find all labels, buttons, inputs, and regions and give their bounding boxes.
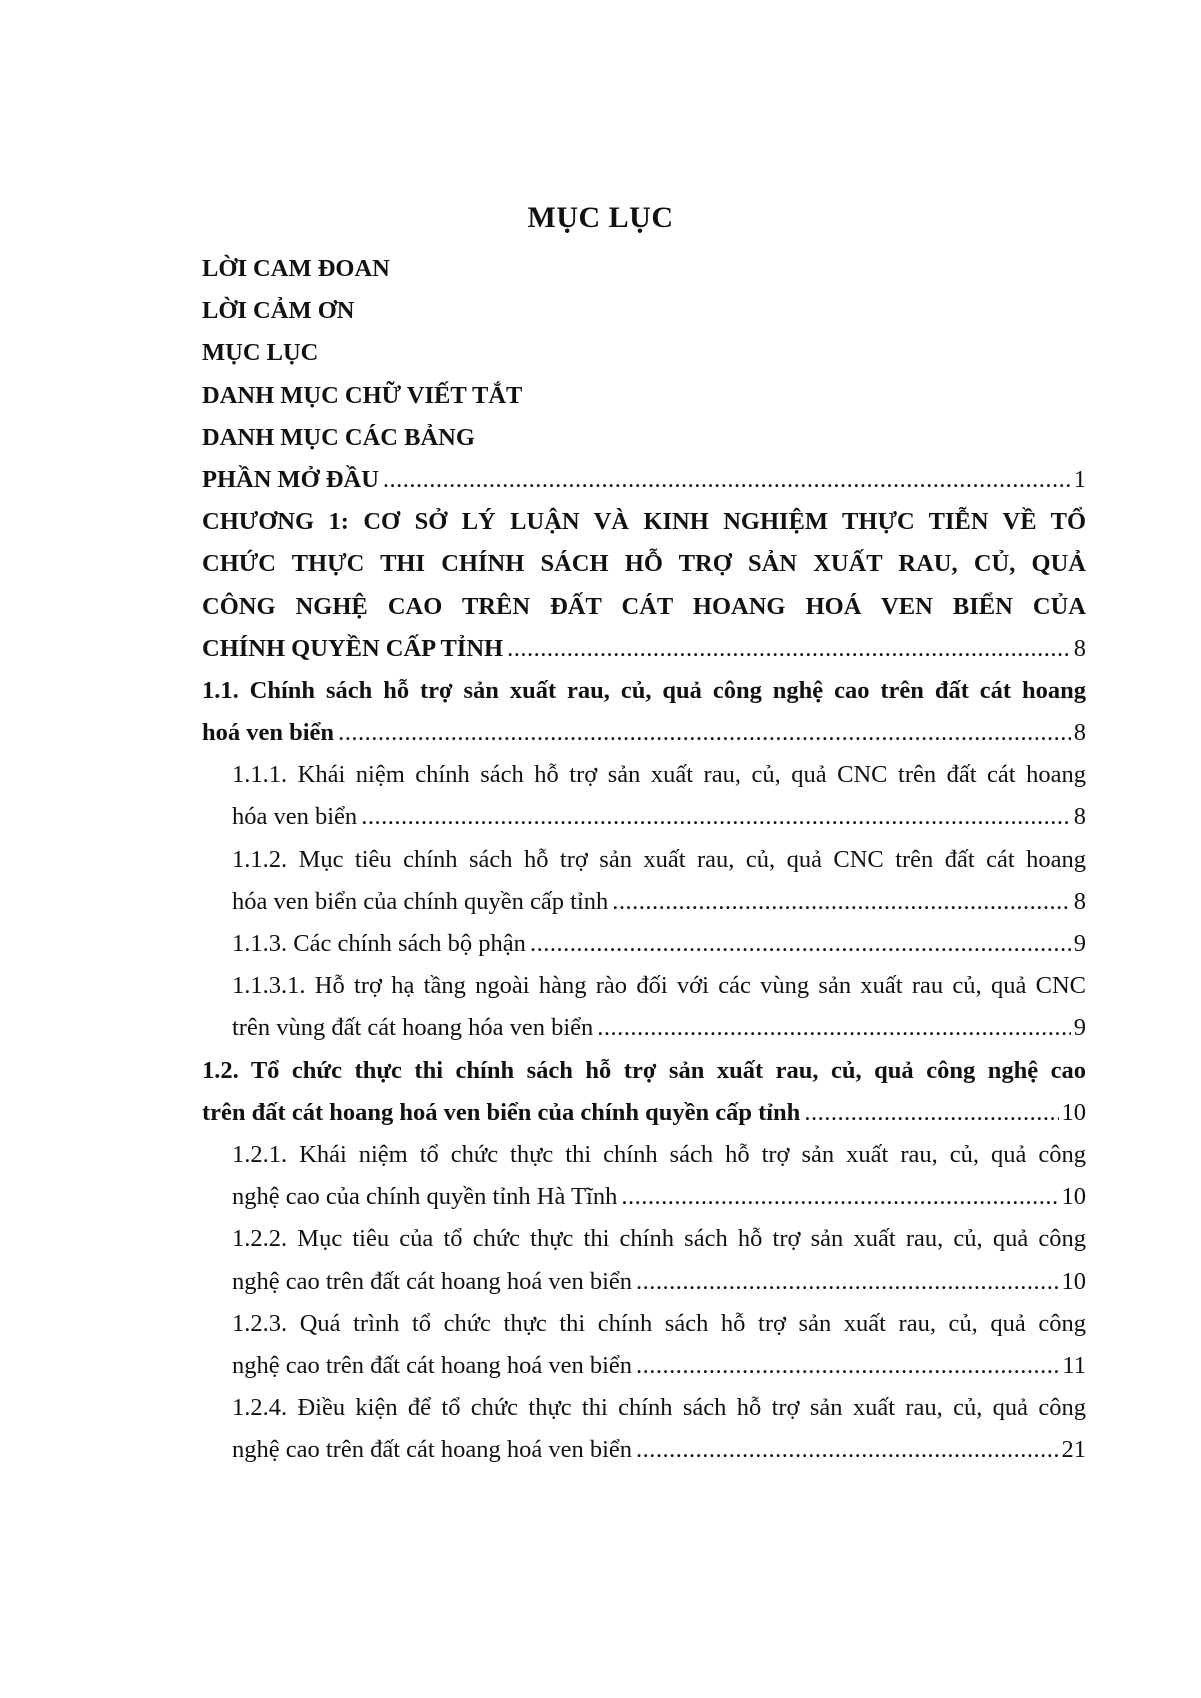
dot-leader	[597, 1007, 1070, 1049]
toc-page-number: 9	[1073, 1014, 1086, 1042]
toc-chapter-1-line-2: CHỨC THỰC THI CHÍNH SÁCH HỖ TRỢ SẢN XUẤT RAU, CỦ, QUẢ	[202, 550, 1086, 578]
toc-page-number: 8	[1073, 719, 1086, 747]
dot-leader	[636, 1261, 1058, 1303]
toc-section-1-1-line-1: 1.1. Chính sách hỗ trợ sản xuất rau, củ, quả công nghệ cao trên đất cát hoang	[202, 676, 1086, 704]
dot-leader	[612, 881, 1071, 923]
toc-page-number: 8	[1073, 634, 1086, 662]
toc-entry-text: hóa ven biển	[232, 803, 358, 831]
toc-entry-text: nghệ cao trên đất cát hoang hoá ven biển	[232, 1267, 633, 1295]
toc-page-number: 10	[1061, 1098, 1086, 1126]
toc-section-1-2-2-line-1: 1.2.2. Mục tiêu của tổ chức thực thi chính sách hỗ trợ sản xuất rau, củ, quả công	[232, 1225, 1086, 1253]
dot-leader	[804, 1092, 1058, 1134]
toc-section-1-1-2-line-1: 1.1.2. Mục tiêu chính sách hỗ trợ sản xuất rau, củ, quả CNC trên đất cát hoang	[232, 845, 1086, 873]
dot-leader	[530, 923, 1071, 965]
toc-entry-text: PHẦN MỞ ĐẦU	[202, 465, 379, 493]
dot-leader	[621, 1176, 1058, 1218]
toc-page-number: 21	[1061, 1436, 1086, 1464]
toc-section-1-2-4-line-2	[202, 1429, 1086, 1471]
toc-chapter-1-line-3: CÔNG NGHỆ CAO TRÊN ĐẤT CÁT HOANG HOÁ VEN BIỂN CỦA	[202, 592, 1086, 620]
toc-entry-text: hóa ven biển của chính quyền cấp tỉnh	[232, 887, 609, 915]
toc-chapter-1-line-4	[202, 628, 1086, 670]
toc-section-1-2-4-line-1: 1.2.4. Điều kiện để tổ chức thực thi chính sách hỗ trợ sản xuất rau, củ, quả công	[232, 1394, 1086, 1422]
toc-page-number: 1	[1073, 465, 1086, 493]
table-of-contents	[202, 248, 1086, 1471]
toc-entry-danh-muc-cac-bang: DANH MỤC CÁC BẢNG	[202, 423, 475, 451]
toc-section-1-1-2-line-2	[202, 881, 1086, 923]
dot-leader	[507, 628, 1071, 670]
dot-leader	[636, 1429, 1058, 1471]
toc-section-1-2-3-line-1: 1.2.3. Quá trình tổ chức thực thi chính sách hỗ trợ sản xuất rau, củ, quả công	[232, 1309, 1086, 1337]
toc-entry-text: trên vùng đất cát hoang hóa ven biển	[232, 1014, 594, 1042]
toc-section-1-2-line-1: 1.2. Tổ chức thực thi chính sách hỗ trợ sản xuất rau, củ, quả công nghệ cao	[202, 1056, 1086, 1084]
toc-entry-muc-luc: MỤC LỤC	[202, 339, 319, 367]
toc-section-1-1-3	[202, 923, 1086, 965]
toc-section-1-1-line-2	[202, 712, 1086, 754]
dot-leader	[361, 796, 1071, 838]
toc-entry-loi-cam-doan: LỜI CAM ĐOAN	[202, 255, 390, 282]
toc-section-1-1-1-line-1: 1.1.1. Khái niệm chính sách hỗ trợ sản xuất rau, củ, quả CNC trên đất cát hoang	[232, 761, 1086, 789]
toc-page-number: 8	[1073, 803, 1086, 831]
toc-page-number: 8	[1073, 887, 1086, 915]
toc-section-1-2-1-line-2	[202, 1176, 1086, 1218]
toc-page-number: 10	[1061, 1267, 1086, 1295]
toc-entry-loi-cam-on: LỜI CẢM ƠN	[202, 297, 355, 325]
dot-leader	[636, 1345, 1059, 1387]
toc-section-1-1-3-1-line-2	[202, 1007, 1086, 1049]
toc-entry-text: nghệ cao của chính quyền tỉnh Hà Tĩnh	[232, 1183, 618, 1211]
toc-section-1-2-2-line-2	[202, 1261, 1086, 1303]
page-title: MỤC LỤC	[527, 201, 674, 234]
toc-entry-text: hoá ven biển	[202, 719, 335, 747]
toc-entry-text: nghệ cao trên đất cát hoang hoá ven biển	[232, 1351, 633, 1379]
toc-entry-text: CHÍNH QUYỀN CẤP TỈNH	[202, 634, 504, 662]
dot-leader	[383, 459, 1071, 501]
toc-section-1-1-3-1-line-1: 1.1.3.1. Hỗ trợ hạ tầng ngoài hàng rào đối với các vùng sản xuất rau củ, quả CNC	[232, 972, 1086, 1000]
toc-section-1-2-1-line-1: 1.2.1. Khái niệm tổ chức thực thi chính sách hỗ trợ sản xuất rau, củ, quả công	[232, 1140, 1086, 1168]
toc-page-number: 10	[1061, 1183, 1086, 1211]
toc-section-1-2-3-line-2	[202, 1345, 1086, 1387]
toc-section-1-2-line-2	[202, 1092, 1086, 1134]
toc-entry-phan-mo-dau	[202, 459, 1086, 501]
toc-entry-text: 1.1.3. Các chính sách bộ phận	[232, 930, 526, 957]
dot-leader	[338, 712, 1071, 754]
toc-entry-text: trên đất cát hoang hoá ven biển của chính quyền cấp tỉnh	[202, 1098, 801, 1126]
toc-entry-danh-muc-chu-viet-tat: DANH MỤC CHỮ VIẾT TẮT	[202, 381, 523, 409]
toc-page-number: 9	[1073, 930, 1086, 957]
toc-entry-text: nghệ cao trên đất cát hoang hoá ven biển	[232, 1436, 633, 1464]
toc-chapter-1-line-1: CHƯƠNG 1: CƠ SỞ LÝ LUẬN VÀ KINH NGHIỆM THỰC TIỄN VỀ TỔ	[202, 508, 1086, 536]
toc-section-1-1-1-line-2	[202, 796, 1086, 838]
toc-page-number: 11	[1062, 1351, 1086, 1379]
